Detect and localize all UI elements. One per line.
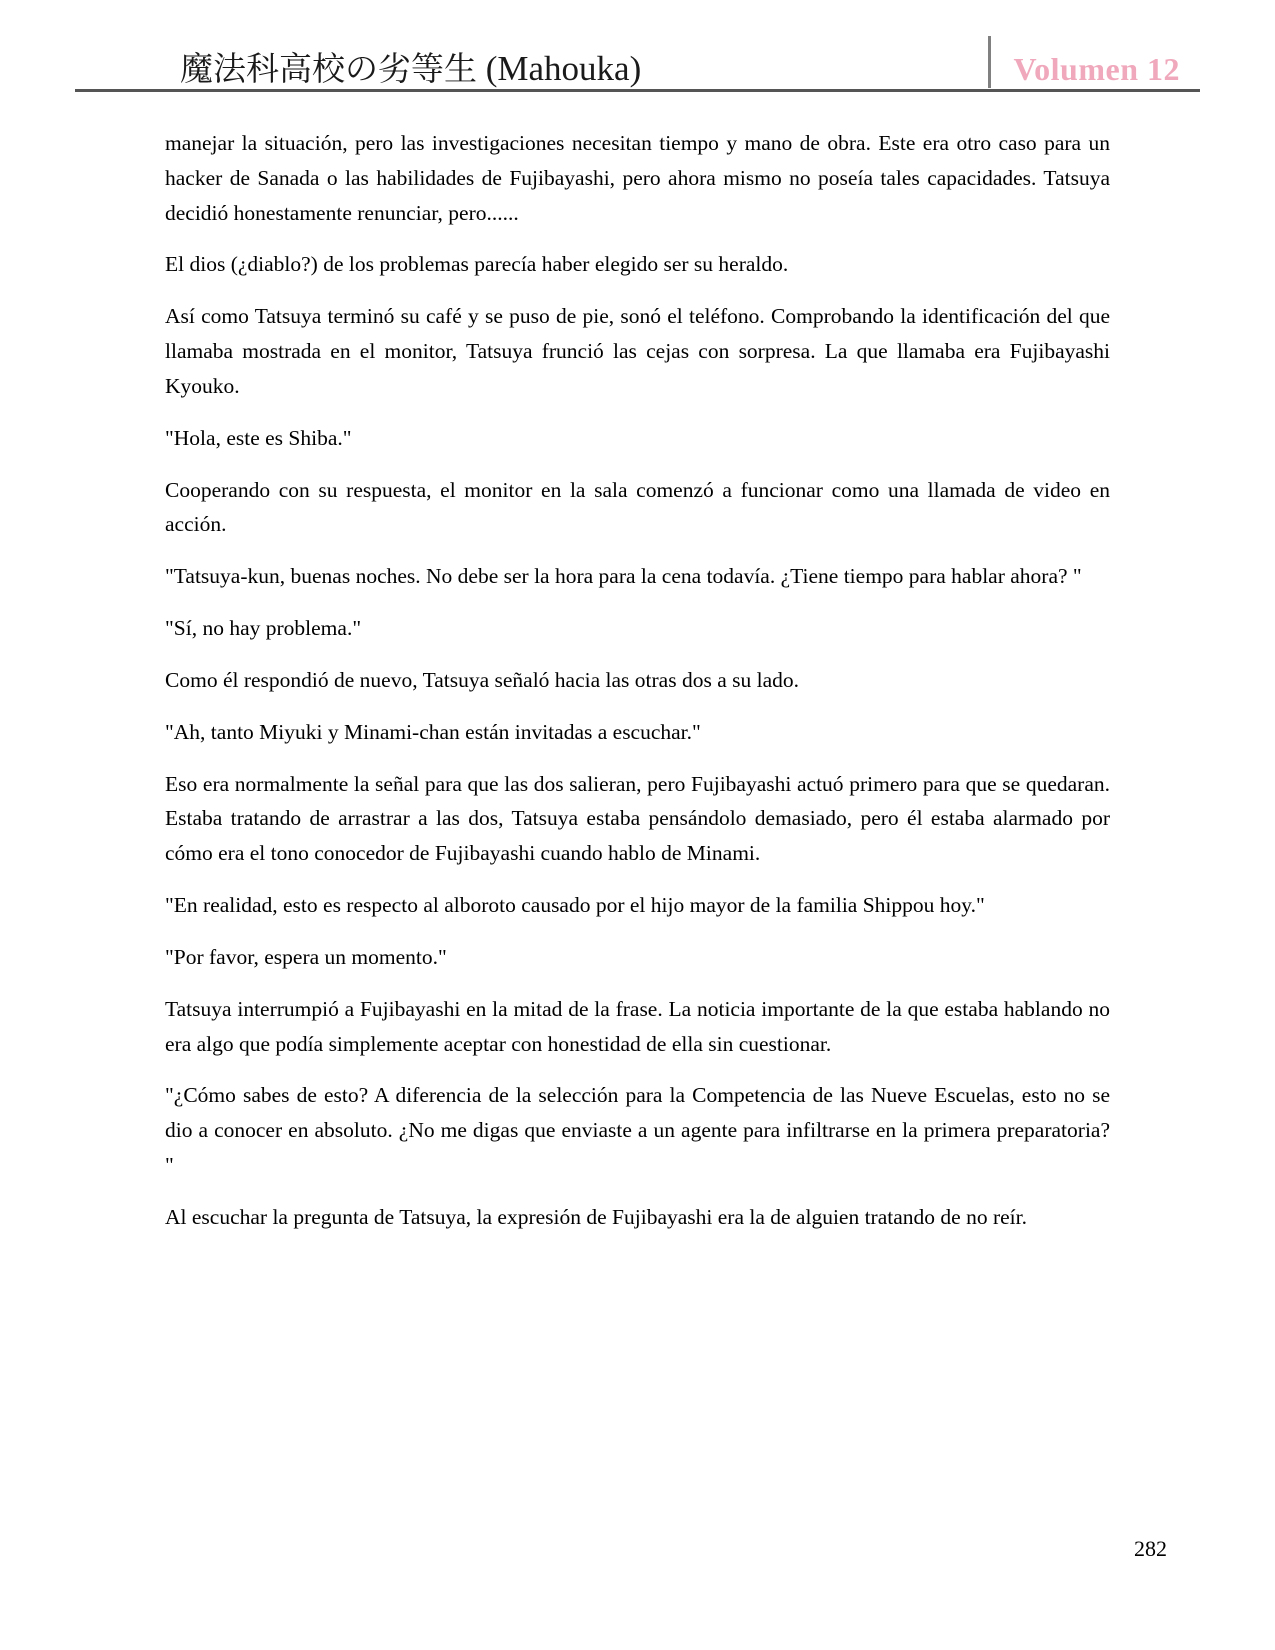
page-number: 282 xyxy=(1134,1536,1167,1561)
paragraph: Cooperando con su respuesta, el monitor en la sala comenzó a funcionar como una llamada de video en acción. xyxy=(165,477,1110,537)
header-volume-label: Volumen 12 xyxy=(1013,51,1180,87)
paragraph: "¿Cómo sabes de esto? A diferencia de la selección para la Competencia de las Nueve Escuelas, esto no se dio a conocer en absoluto. ¿No me digas que enviaste a un agente para infiltrarse en la primera preparatoria? " xyxy=(165,1083,1110,1178)
header-title-romanized: (Mahouka) xyxy=(485,48,642,88)
page-header xyxy=(75,0,1200,88)
paragraph: "Ah, tanto Miyuki y Minami-chan están invitadas a escuchar." xyxy=(165,719,701,744)
header-vertical-divider xyxy=(988,36,991,88)
paragraph: Como él respondió de nuevo, Tatsuya señaló hacia las otras dos a su lado. xyxy=(165,667,799,692)
paragraph: El dios (¿diablo?) de los problemas parecía haber elegido ser su heraldo. xyxy=(165,252,789,277)
paragraph: Tatsuya interrumpió a Fujibayashi en la mitad de la frase. La noticia importante de la que estaba hablando no era algo que podía simplemente aceptar con honestidad de ella sin cuestionar. xyxy=(165,996,1110,1056)
paragraph: Al escuchar la pregunta de Tatsuya, la expresión de Fujibayashi era la de alguien tratando de no reír. xyxy=(165,1204,1027,1229)
header-title xyxy=(75,50,641,89)
header-horizontal-rule xyxy=(75,89,1200,92)
paragraph: "En realidad, esto es respecto al alboroto causado por el hijo mayor de la familia Shippou hoy." xyxy=(165,893,985,918)
header-row xyxy=(75,48,1200,88)
header-volume-group xyxy=(988,36,1200,88)
page-body xyxy=(0,92,1275,1235)
paragraph: Así como Tatsuya terminó su café y se puso de pie, sonó el teléfono. Comprobando la identificación del que llamaba mostrada en el monitor, Tatsuya frunció las cejas con sorpresa. La que llamaba era Fujibayashi Kyouko. xyxy=(165,304,1110,398)
paragraph: "Sí, no hay problema." xyxy=(165,616,362,641)
header-title-japanese: 魔法科高校の劣等生 xyxy=(180,48,477,88)
paragraph: "Tatsuya-kun, buenas noches. No debe ser la hora para la cena todavía. ¿Tiene tiempo para hablar ahora? " xyxy=(165,564,1082,589)
paragraph: "Por favor, espera un momento." xyxy=(165,944,447,969)
paragraph: "Hola, este es Shiba." xyxy=(165,425,352,450)
paragraph: Eso era normalmente la señal para que las dos salieran, pero Fujibayashi actuó primero para que se quedaran. Estaba tratando de arrastrar a las dos, Tatsuya estaba pensándolo demasiado, pero él estaba alarmado por cómo era el tono conocedor de Fujibayashi cuando hablo de Minami. xyxy=(165,771,1110,866)
paragraph: manejar la situación, pero las investigaciones necesitan tiempo y mano de obra. Este era otro caso para un hacker de Sanada o las habilidades de Fujibayashi, pero ahora mismo no poseía tales capacidades. Tatsuya decidió honestamente renunciar, pero...... xyxy=(165,131,1110,225)
header-rule-container xyxy=(75,88,1200,92)
